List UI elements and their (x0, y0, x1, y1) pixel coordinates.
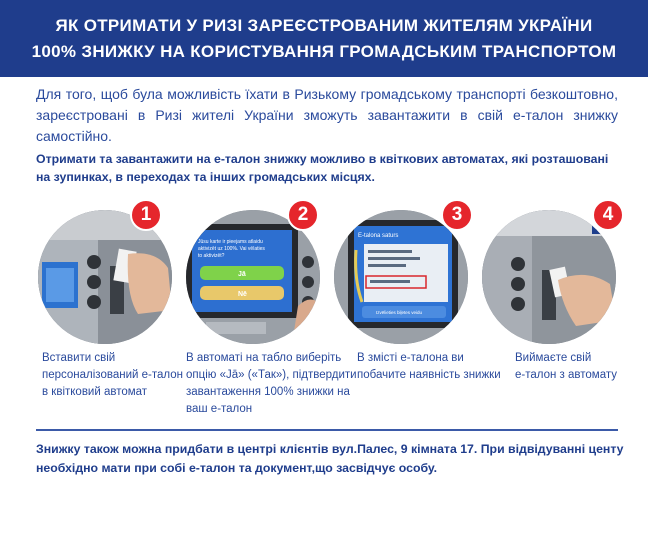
caption-line: персоналізований е-талон (42, 369, 183, 381)
screen-text-line: Jūsu karte ir pieejams atlaidu (198, 239, 263, 245)
step-3-caption (357, 350, 501, 384)
notice-paragraph: Отримати та завантажити на е-талон знижку можливо в квіткових автоматах, які розташовані на зупинках, в переходах та інших громадських місцях. (36, 152, 609, 184)
step-3-badge: 3 (441, 199, 473, 231)
caption-line: завантаження 100% знижки на (186, 386, 350, 398)
step-4-caption (515, 350, 617, 384)
screen-title: E-talona saturs (358, 233, 399, 239)
header-banner (0, 0, 648, 77)
ticket-balance-screen-photo (334, 210, 468, 344)
screen-button-label: Izvēlieties biļetes veidu (376, 310, 423, 315)
step-4-badge: 4 (592, 199, 624, 231)
ticket-machine-slot-photo (38, 210, 172, 344)
caption-line: В змісті е-талона ви (357, 352, 464, 364)
caption-line: в квітковий автомат (42, 386, 148, 398)
section-divider (36, 429, 618, 431)
step-2-badge: 2 (287, 199, 319, 231)
caption-line: Виймаєте свій (515, 352, 592, 364)
step-3-photo (334, 210, 468, 344)
step-2-caption (186, 350, 357, 418)
caption-line: ваш е-талон (186, 403, 253, 415)
caption-line: Вставити свій (42, 352, 116, 364)
screen-no-button: Nē (238, 291, 247, 298)
header-title-line-1: ЯК ОТРИМАТИ У РИЗІ ЗАРЕЄСТРОВАНИМ ЖИТЕЛЯМ УКРАЇНИ (55, 15, 593, 35)
screen-yes-button: Jā (238, 271, 246, 278)
ticket-removal-photo (482, 210, 616, 344)
header-title-line-2: 100% ЗНИЖКУ НА КОРИСТУВАННЯ ГРОМАДСЬКИМ ТРАНСПОРТОМ (31, 41, 617, 61)
caption-line: побачите наявність знижки (357, 369, 501, 381)
caption-line: е-талон з автомату (515, 369, 617, 381)
caption-line: опцію «Jā» («Так»), підтвердити (186, 369, 357, 381)
intro-paragraph: Для того, щоб була можливість їхати в Ризькому громадському транспорті безкоштовно, зареєстровані в Ризі жителі України зможуть завантажити в свій е-талон знижку самостійно. (36, 86, 618, 144)
step-4-photo (482, 210, 616, 344)
footer-note: Знижку також можна придбати в центрі клієнтів вул.Палес, 9 кімната 17. При відвідуванні центу необхідно мати при собі е-талон та документ,що засвідчує особу. (36, 442, 624, 475)
screen-text-line: aktivizēt uz 100%. Vai vēlaties (198, 246, 265, 252)
step-1-photo (38, 210, 172, 344)
step-1-caption (42, 350, 183, 401)
screen-text-line: to aktivizēt? (198, 253, 225, 259)
step-1-badge: 1 (130, 199, 162, 231)
caption-line: В автоматі на табло виберіть (186, 352, 342, 364)
